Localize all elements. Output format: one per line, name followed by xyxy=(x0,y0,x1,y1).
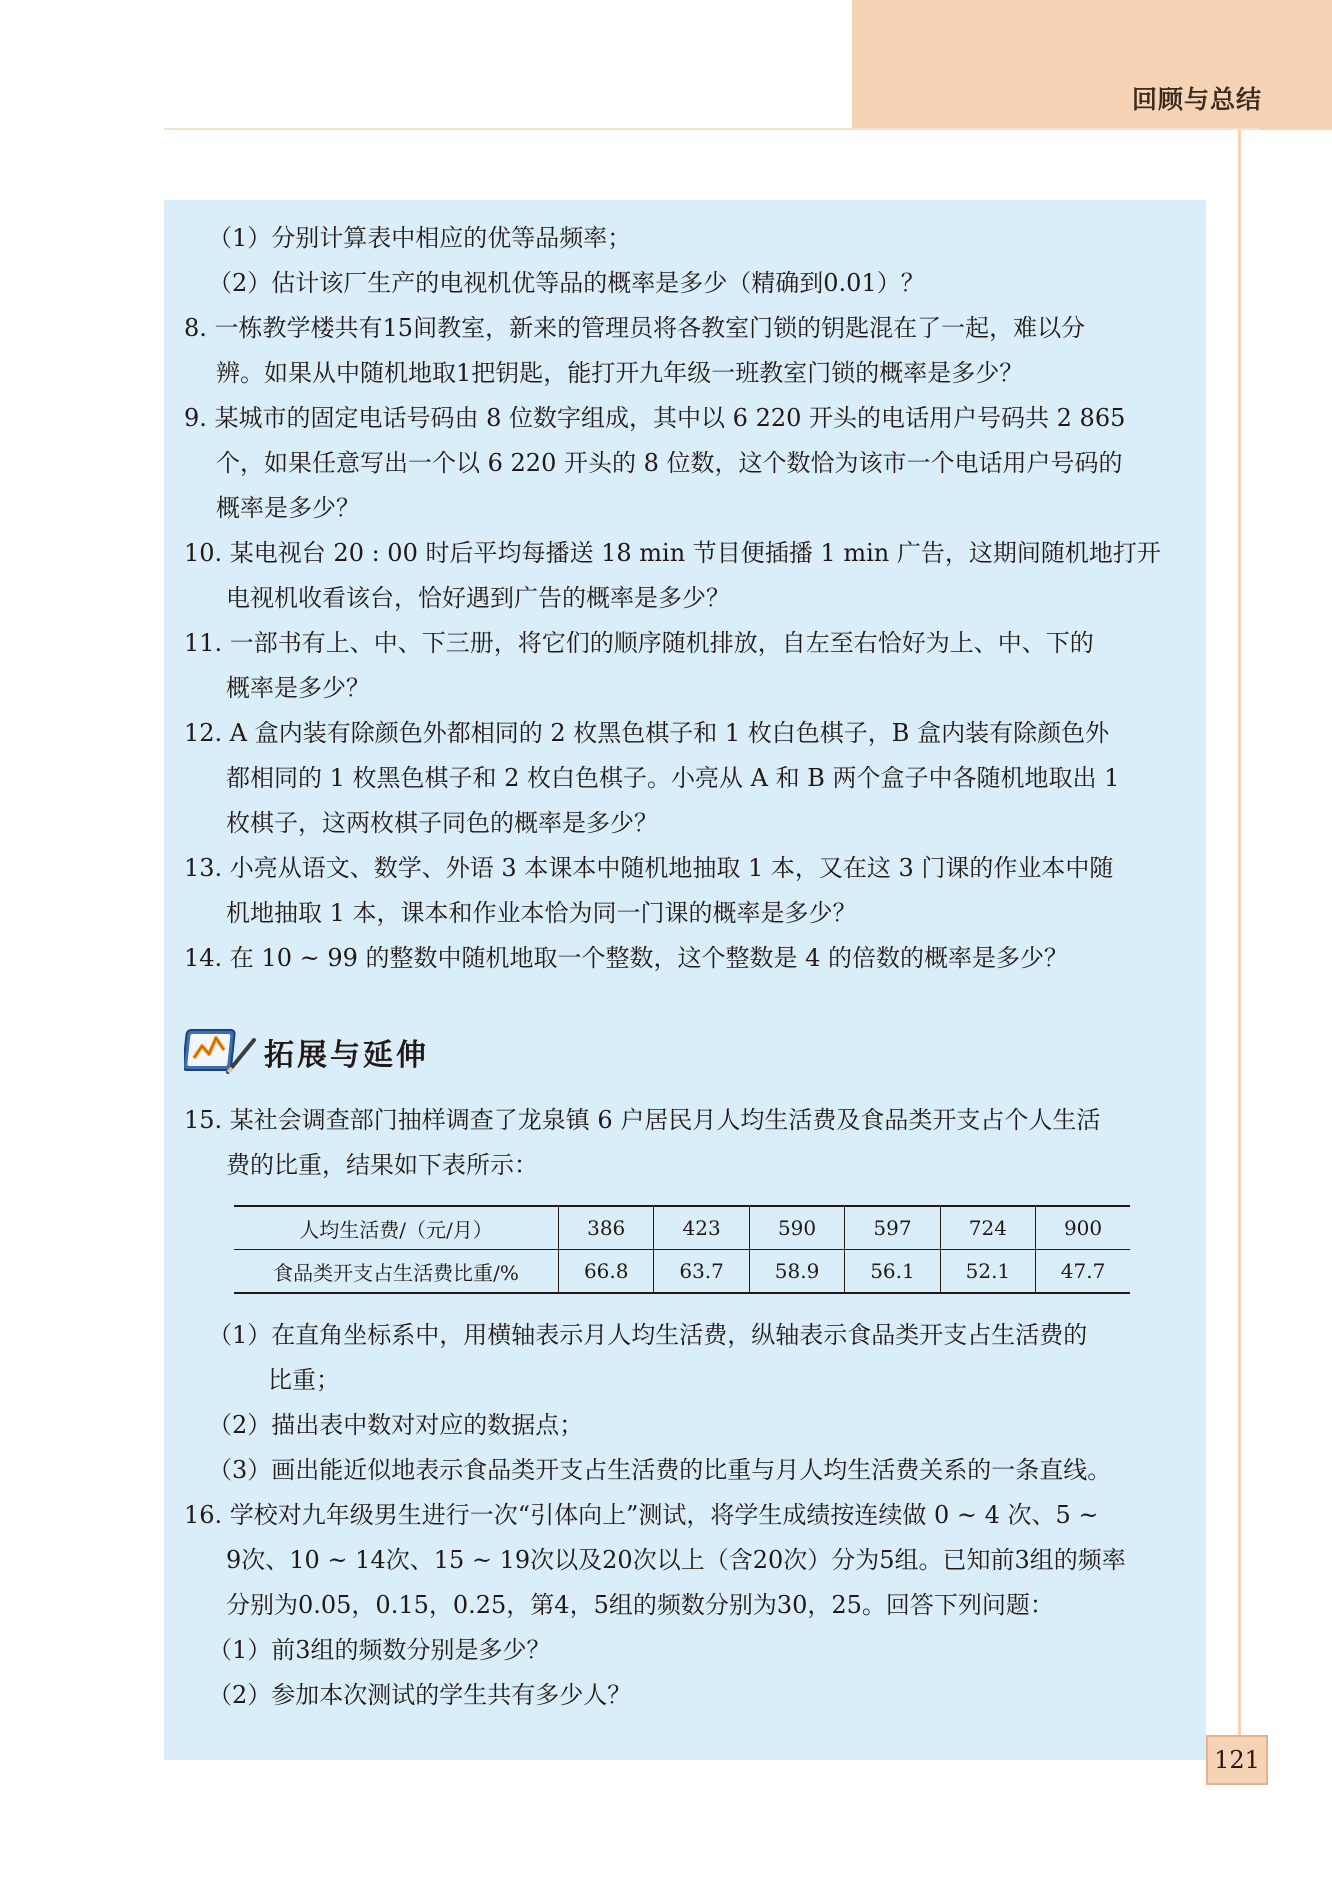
text-line: （2）描出表中数对对应的数据点； xyxy=(208,1411,584,1439)
text-line: 电视机收看该台，恰好遇到广告的概率是多少？ xyxy=(226,584,730,612)
text-line: 比重； xyxy=(268,1366,340,1394)
section-heading xyxy=(184,1020,429,1080)
text-line: 10. 某电视台 20 : 00 时后平均每播送 18 min 节目便插播 1 min 广告，这期间随机地打开 xyxy=(184,539,1161,567)
text-line: （2）参加本次测试的学生共有多少人？ xyxy=(208,1681,632,1709)
section-chart-icon xyxy=(184,1020,260,1080)
table-row xyxy=(234,1250,1130,1294)
table-cell: 52.1 xyxy=(940,1250,1035,1294)
page-number: 121 xyxy=(1206,1735,1268,1785)
chapter-title: 回顾与总结 xyxy=(1131,85,1262,114)
text-line: 枚棋子，这两枚棋子同色的概率是多少？ xyxy=(226,809,658,837)
text-line: 机地抽取 1 本，课本和作业本恰为同一门课的概率是多少？ xyxy=(226,899,857,927)
table-cell: 47.7 xyxy=(1036,1250,1130,1294)
text-line: 都相同的 1 枚黑色棋子和 2 枚白色棋子。小亮从 A 和 B 两个盒子中各随机地取出 1 xyxy=(226,764,1120,792)
table-cell: 386 xyxy=(559,1206,654,1250)
text-line: 13. 小亮从语文、数学、外语 3 本课本中随机地抽取 1 本，又在这 3 门课的作业本中随 xyxy=(184,854,1114,882)
text-line: （2）估计该厂生产的电视机优等品的概率是多少（精确到0.01）？ xyxy=(208,269,925,297)
text-line: 概率是多少？ xyxy=(226,674,370,702)
text-line: 9. 某城市的固定电话号码由 8 位数字组成，其中以 6 220 开头的电话用户号码共 2 865 xyxy=(184,404,1126,432)
row-label: 食品类开支占生活费比重/% xyxy=(234,1250,559,1294)
table-cell: 63.7 xyxy=(654,1250,749,1294)
data-table xyxy=(234,1205,1130,1294)
text-line: （3）画出能近似地表示食品类开支占生活费的比重与月人均生活费关系的一条直线。 xyxy=(208,1456,1112,1484)
text-line: 分别为0.05，0.15，0.25，第4，5组的频数分别为30，25。回答下列问题： xyxy=(226,1591,1054,1619)
table-row xyxy=(234,1206,1130,1250)
text-line: （1）分别计算表中相应的优等品频率； xyxy=(208,224,632,252)
header-divider xyxy=(164,128,1260,130)
text-line: 费的比重，结果如下表所示： xyxy=(226,1151,538,1179)
exercise-panel xyxy=(164,200,1206,1760)
text-line: （1）前3组的频数分别是多少？ xyxy=(208,1636,551,1664)
table-cell: 58.9 xyxy=(749,1250,844,1294)
text-line: 辨。如果从中随机地取1把钥匙，能打开九年级一班教室门锁的概率是多少？ xyxy=(216,359,1024,387)
table-cell: 590 xyxy=(749,1206,844,1250)
text-line: 9次、10 ~ 14次、15 ~ 19次以及20次以上（含20次）分为5组。已知前3组的频率 xyxy=(226,1546,1126,1574)
table-cell: 423 xyxy=(654,1206,749,1250)
text-line: 概率是多少？ xyxy=(216,494,360,522)
text-line: 8. 一栋教学楼共有15间教室，新来的管理员将各教室门锁的钥匙混在了一起，难以分 xyxy=(184,314,1086,342)
section-title: 拓展与延伸 xyxy=(264,1038,429,1073)
table-cell: 66.8 xyxy=(559,1250,654,1294)
text-line: 15. 某社会调查部门抽样调查了龙泉镇 6 户居民月人均生活费及食品类开支占个人生活 xyxy=(184,1106,1101,1134)
text-line: 个，如果任意写出一个以 6 220 开头的 8 位数，这个数恰为该市一个电话用户号码的 xyxy=(216,449,1123,477)
text-line: 11. 一部书有上、中、下三册，将它们的顺序随机排放，自左至右恰好为上、中、下的 xyxy=(184,629,1094,657)
table-cell: 56.1 xyxy=(845,1250,940,1294)
text-line: （1）在直角坐标系中，用横轴表示月人均生活费，纵轴表示食品类开支占生活费的 xyxy=(208,1321,1088,1349)
row-label: 人均生活费/（元/月） xyxy=(234,1206,559,1250)
table-cell: 900 xyxy=(1036,1206,1130,1250)
text-line: 16. 学校对九年级男生进行一次“引体向上”测试，将学生成绩按连续做 0 ~ 4 次、5 ~ xyxy=(184,1501,1099,1529)
table-cell: 597 xyxy=(845,1206,940,1250)
text-line: 14. 在 10 ~ 99 的整数中随机地取一个整数，这个整数是 4 的倍数的概率是多少？ xyxy=(184,944,1069,972)
text-line: 12. A 盒内装有除颜色外都相同的 2 枚黑色棋子和 1 枚白色棋子，B 盒内装有除颜色外 xyxy=(184,719,1110,747)
table-cell: 724 xyxy=(940,1206,1035,1250)
